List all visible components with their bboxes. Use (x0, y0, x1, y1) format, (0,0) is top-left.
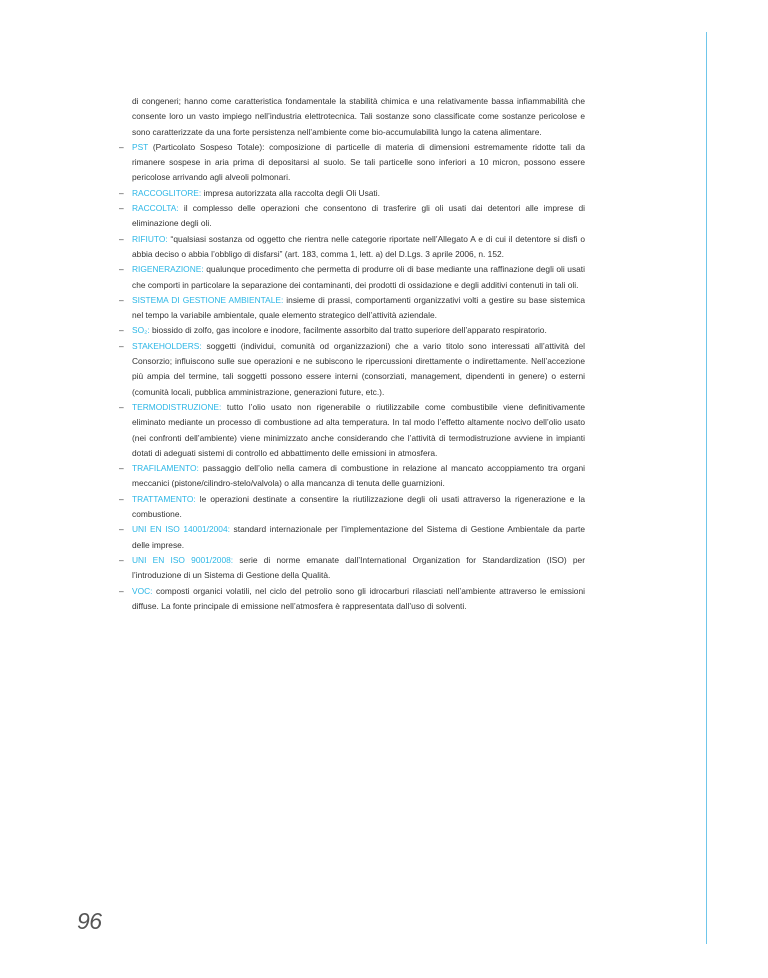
glossary-term: UNI EN ISO 14001/2004: (132, 524, 230, 535)
glossary-definition: (Particolato Sospeso Totale): composizione di particelle di materia di dimensioni estremamente ridotte tali da rimanere sospese in aria prima di depositarsi al suolo. Se tali particelle sono inferiori a 10 micron, possono essere pericolose arrivando agli alveoli polmonari. (132, 141, 585, 183)
glossary-definition: “qualsiasi sostanza od oggetto che rientra nelle categorie riportate nell’Allegato A e di cui il detentore si disfi o abbia deciso o abbia l’obbligo di disfarsi” (art. 183, comma 1, lett. a) del D.Lgs. 3 aprile 2006, n. 152. (132, 233, 585, 259)
glossary-entry (119, 323, 585, 338)
glossary-entry (119, 400, 585, 461)
glossary-term: UNI EN ISO 9001/2008: (132, 554, 234, 565)
glossary-entry (119, 262, 585, 293)
glossary-definition: soggetti (individui, comunità od organizzazioni) che a vario titolo sono interessati all’attività del Consorzio; influiscono sulle sue operazioni e ne subiscono le ripercussioni direttamente o indirettamente. Nell’accezione più ampia del termine, tali soggetti possono essere interni (consorziati, management, dipendenti in genere) o esterni (comunità locali, pubblica amministrazione, generazioni future, etc.). (132, 340, 585, 397)
glossary-definition: serie di norme emanate dall’International Organization for Standardization (ISO) per l’introduzione di un Sistema di Gestione della Qualità. (132, 554, 585, 581)
glossary-entry (119, 339, 585, 400)
entry-dash: – (119, 554, 124, 565)
glossary-definition: passaggio dell’olio nella camera di combustione in relazione al mancato accoppiamento tra organi meccanici (pistone/cilindro-stelo/valvola) o alla mancanza di tenuta delle guarnizioni. (132, 463, 585, 489)
glossary-definition: impresa autorizzata alla raccolta degli Oli Usati. (201, 187, 380, 198)
glossary-term: TERMODISTRUZIONE: (132, 401, 222, 412)
glossary-definition: tutto l’olio usato non rigenerabile o riutilizzabile come combustibile viene definitivamente eliminato mediante un processo di combustione ad alta temperatura. In tal modo l’effetto altamente nocivo dell’olio usato (nei confronti dell’ambiente) viene minimizzato anche considerando che l’attività di termodistruzione avviene in impianti dotati di adeguati sistemi di controllo ed abbattimento delle emissioni in atmosfera. (132, 401, 585, 458)
entry-dash: – (119, 233, 124, 244)
glossary-entry (119, 492, 585, 523)
entry-dash: – (119, 585, 124, 596)
glossary-term: RACCOGLITORE: (132, 187, 202, 198)
glossary-entry (119, 584, 585, 615)
glossary-list (119, 140, 585, 614)
entry-dash: – (119, 294, 124, 305)
glossary-entry (119, 201, 585, 232)
glossary-term: RIFIUTO: (132, 233, 168, 244)
glossary-entry (119, 140, 585, 186)
glossary-definition: standard internazionale per l’implementazione del Sistema di Gestione Ambientale da parte delle imprese. (132, 524, 585, 550)
entry-dash: – (119, 203, 124, 214)
entry-dash: – (119, 493, 124, 504)
entry-dash: – (119, 524, 124, 535)
glossary-term: SISTEMA DI GESTIONE AMBIENTALE: (132, 294, 284, 305)
glossary-term: RACCOLTA: (132, 203, 179, 214)
glossary-definition: composti organici volatili, nel ciclo del petrolio sono gli idrocarburi rilasciati nell’ambiente attraverso le emissioni diffuse. La fonte principale di emissione nell’atmosfera è rappresentata dall’uso di solventi. (132, 585, 585, 611)
glossary-term: TRAFILAMENTO: (132, 463, 199, 474)
glossary-term: RIGENERAZIONE: (132, 264, 204, 275)
entry-dash: – (119, 463, 124, 474)
glossary-term: PST (132, 141, 149, 152)
glossary-entry (119, 553, 585, 584)
glossary-term: SO₂: (132, 325, 150, 336)
glossary-entry (119, 186, 585, 201)
glossary-definition: insieme di prassi, comportamenti organizzativi volti a gestire su base sistemica nel tempo la variabile ambientale, quale elemento strategico dell’attività aziendale. (132, 294, 585, 321)
glossary-entry (119, 461, 585, 492)
glossary-definition: le operazioni destinate a consentire la riutilizzazione degli oli usati attraverso la rigenerazione e la combustione. (132, 493, 585, 520)
glossary-entry (119, 293, 585, 324)
entry-dash: – (119, 187, 124, 198)
page-number: 96 (77, 908, 102, 934)
entry-dash: – (119, 401, 124, 412)
entry-dash: – (119, 325, 124, 336)
entry-dash: – (119, 340, 124, 351)
glossary-definition: qualunque procedimento che permetta di produrre oli di base mediante una raffinazione degli oli usati che comporti in particolare la separazione dei contaminanti, dei prodotti di ossidazione e degli additivi contenuti in tali oli. (132, 264, 585, 290)
glossary-term: STAKEHOLDERS: (132, 340, 202, 351)
glossary-term: TRATTAMENTO: (132, 493, 196, 504)
entry-dash: – (119, 141, 124, 152)
glossary-intro: di congeneri; hanno come caratteristica fondamentale la stabilità chimica e una relativamente bassa infiammabilità che consente loro un vasto impiego nell’industria elettrotecnica. Tali sostanze sono classificate come sostanze pericolose e sono caratterizzate da una forte persistenza nell’ambiente come bio-accumulabilità lungo la catena alimentare. (132, 96, 585, 137)
glossary-entry (119, 522, 585, 553)
entry-dash: – (119, 264, 124, 275)
margin-rule (706, 32, 707, 944)
glossary-definition: biossido di zolfo, gas incolore e inodore, facilmente assorbito dal tratto superiore dell’apparato respiratorio. (149, 325, 547, 336)
glossary-entry (119, 232, 585, 263)
glossary-content (119, 94, 585, 614)
glossary-definition: il complesso delle operazioni che consentono di trasferire gli oli usati dai detentori alle imprese di eliminazione degli oli. (132, 203, 585, 229)
glossary-term: VOC: (132, 585, 153, 596)
